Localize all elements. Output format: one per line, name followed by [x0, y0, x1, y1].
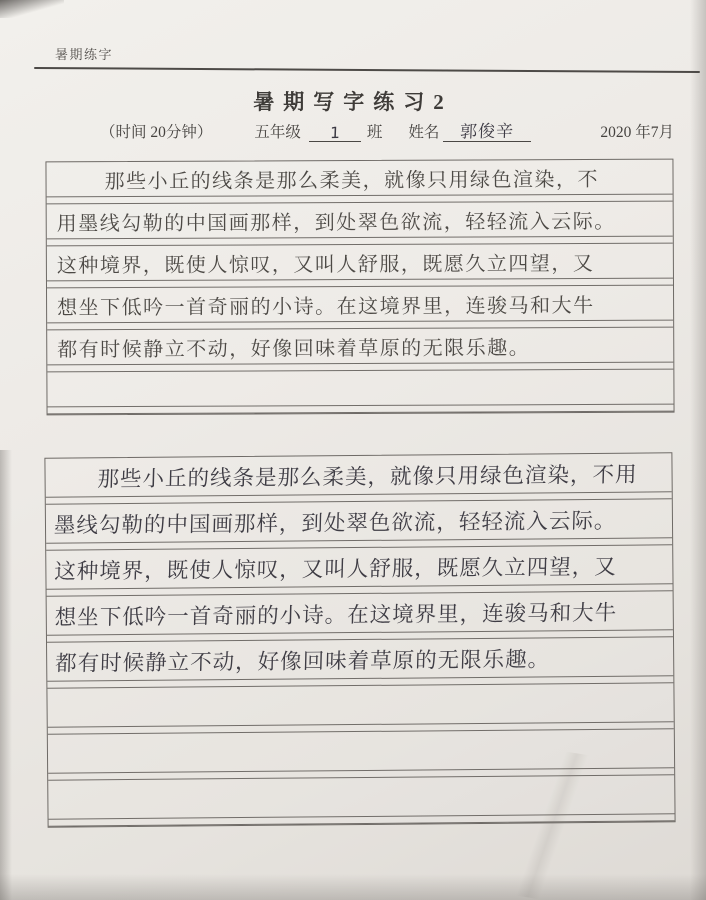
info-row	[100, 120, 674, 142]
class-blank	[309, 123, 361, 143]
class-suffix-label: 班	[366, 124, 383, 141]
date-label: 2020 年7月	[600, 124, 674, 141]
practice-writing-box	[44, 452, 675, 827]
practice-line-handwritten: 这种境界，既使人惊叹，又叫人舒服，既愿久立四望，又	[53, 554, 618, 585]
model-row	[47, 286, 673, 323]
time-label: （时间 20分钟）	[100, 124, 213, 141]
practice-row	[47, 637, 673, 680]
name-blank	[443, 121, 531, 143]
model-row	[47, 244, 673, 281]
model-row	[47, 202, 673, 239]
practice-line-handwritten: 都有时候静立不动，好像回味着草原的无限乐趣。	[54, 646, 551, 677]
practice-line-handwritten: 墨线勾勒的中国画那样，到处翠色欲流，轻轻流入云际。	[53, 508, 617, 539]
grade-label: 五年级	[254, 124, 301, 141]
name-label: 姓名	[408, 124, 440, 141]
model-row	[46, 160, 672, 197]
header-rule	[34, 67, 700, 73]
page-title: 暑期写字练习2	[253, 90, 453, 114]
name-value-handwritten: 郭俊辛	[460, 121, 515, 143]
model-line: 用墨线勾勒的中国画那样，到处翠色欲流，轻轻流入云际。	[56, 210, 616, 235]
model-text-box	[45, 159, 674, 416]
practice-line-handwritten: 想坐下低吟一首奇丽的小诗。在这境界里，连骏马和大牛	[54, 600, 618, 631]
corner-label: 暑期练字	[55, 47, 114, 62]
paper-edge-shadow-left	[0, 450, 12, 900]
paper-edge-shadow-right	[690, 0, 706, 900]
model-line: 那些小丘的线条是那么柔美，就像只用绿色渲染，不	[104, 168, 600, 193]
class-value-handwritten: 1	[329, 123, 341, 142]
practice-row	[46, 499, 672, 542]
practice-row	[47, 591, 673, 634]
practice-line-handwritten: 那些小丘的线条是那么柔美，就像只用绿色渲染，不用	[97, 462, 638, 492]
model-row	[47, 370, 673, 407]
model-row	[47, 328, 673, 365]
practice-row	[47, 683, 673, 726]
practice-row	[46, 545, 672, 588]
model-line: 都有时候静立不动，好像回味着草原的无限乐趣。	[57, 336, 531, 361]
practice-row	[48, 775, 674, 818]
row-separator	[48, 404, 674, 415]
practice-row	[48, 729, 674, 772]
model-line: 这种境界，既使人惊叹，又叫人舒服，既愿久立四望，又	[56, 252, 595, 277]
photo-corner-shadow	[0, 0, 64, 18]
model-line: 想坐下低吟一首奇丽的小诗。在这境界里，连骏马和大牛	[57, 294, 595, 319]
practice-row	[45, 453, 671, 496]
paper-edge-shadow-bottom	[0, 874, 706, 900]
